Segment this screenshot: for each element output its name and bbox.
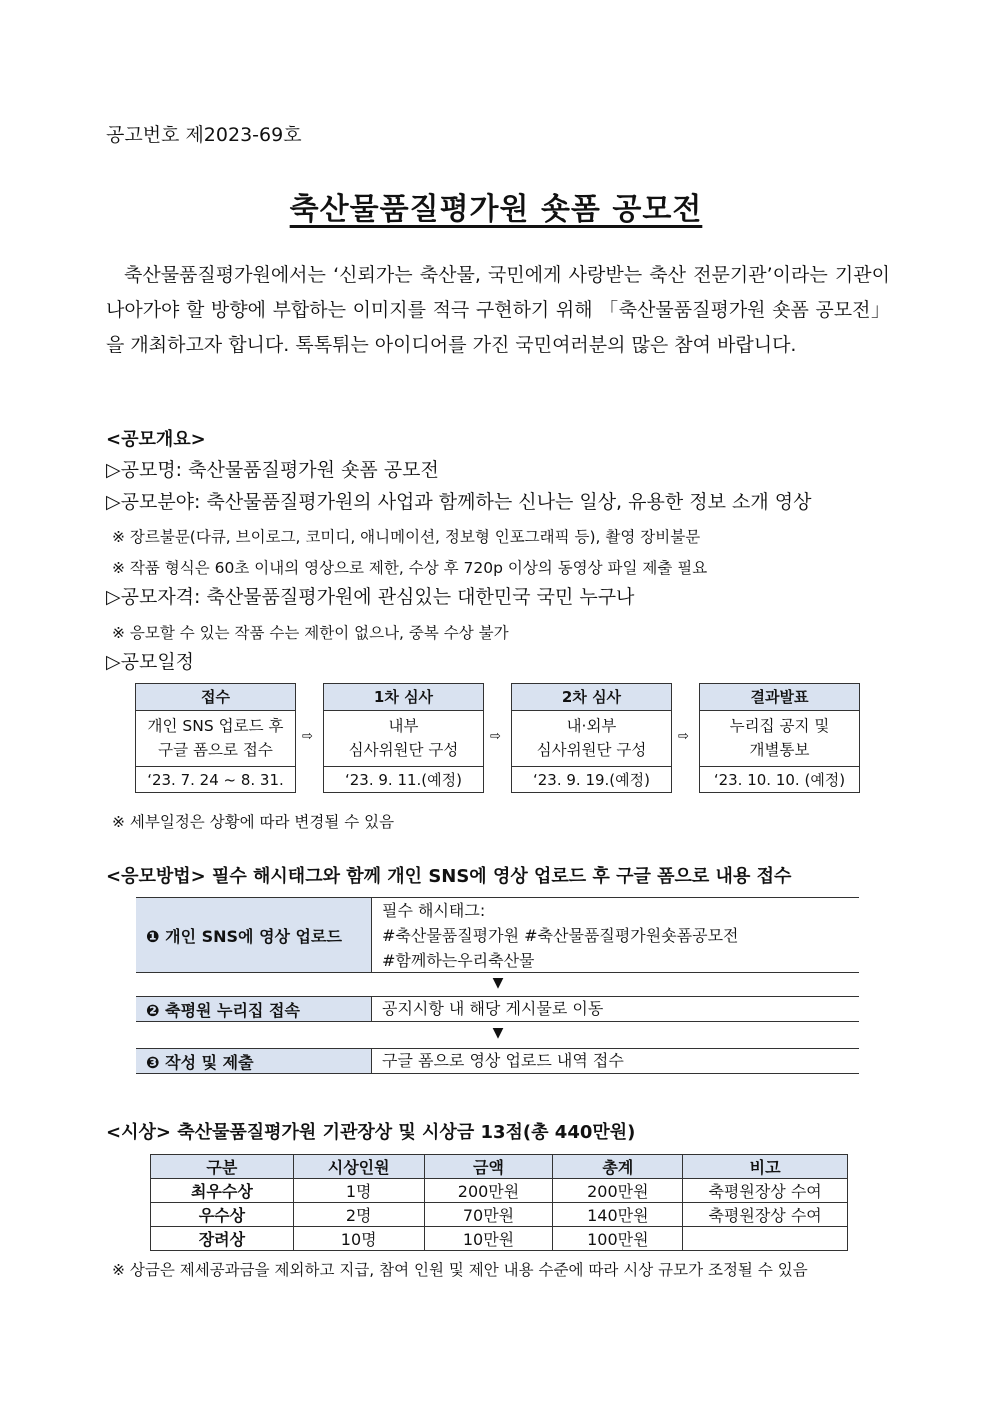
page-title: 축산물품질평가원 숏폼 공모전 bbox=[289, 192, 703, 227]
column-header: 구분 bbox=[151, 1155, 294, 1179]
step1-content bbox=[372, 897, 859, 973]
step2-label: ❷ 축평원 누리집 접속 bbox=[136, 996, 372, 1022]
field-note-genre: ※ 장르불문(다큐, 브이로그, 코미디, 애니메이션, 정보형 인포그래픽 등), 촬영 장비불문 bbox=[112, 528, 701, 546]
right-arrow-icon: ⇨ bbox=[490, 729, 501, 744]
award-amount: 10만원 bbox=[424, 1227, 553, 1251]
award-remark: 축평원장상 수여 bbox=[683, 1179, 848, 1203]
schedule-date: ‘23. 10. 10. (예정) bbox=[713, 771, 846, 789]
schedule-detail-line1: 누리집 공지 및 bbox=[729, 717, 830, 735]
step2-content: 공지시항 내 해당 게시물로 이동 bbox=[372, 996, 859, 1022]
schedule-detail bbox=[136, 711, 295, 767]
award-grade: 최우수상 bbox=[151, 1179, 294, 1203]
award-heading: <시상> 축산물품질평가원 기관장상 및 시상금 13점(총 440만원) bbox=[106, 1122, 636, 1143]
schedule-head: 1차 심사 bbox=[324, 684, 483, 711]
award-amount: 200만원 bbox=[424, 1179, 553, 1203]
column-header: 비고 bbox=[683, 1155, 848, 1179]
award-total: 100만원 bbox=[553, 1227, 683, 1251]
contest-field: ▷공모분야: 축산물품질평가원의 사업과 함께하는 신나는 일상, 유용한 정보 소개 영상 bbox=[106, 491, 812, 513]
column-header: 금액 bbox=[424, 1155, 553, 1179]
award-remark bbox=[683, 1227, 848, 1251]
award-amount: 70만원 bbox=[424, 1203, 553, 1227]
schedule-detail-line2: 심사위원단 구성 bbox=[536, 741, 647, 759]
schedule-date: ‘23. 7. 24 ~ 8. 31. bbox=[147, 771, 284, 789]
schedule-detail-line2: 구글 폼으로 접수 bbox=[158, 741, 273, 759]
schedule-detail bbox=[324, 711, 483, 767]
schedule-detail bbox=[512, 711, 671, 767]
notice-number: 공고번호 제2023-69호 bbox=[106, 124, 302, 146]
award-table bbox=[150, 1154, 848, 1251]
schedule-head: 결과발표 bbox=[700, 684, 859, 711]
award-table-header bbox=[151, 1155, 848, 1179]
contest-name: ▷공모명: 축산물품질평가원 숏폼 공모전 bbox=[106, 459, 439, 481]
schedule-label: ▷공모일정 bbox=[106, 651, 195, 673]
schedule-box-first-review bbox=[323, 683, 484, 793]
step3-content: 구글 폼으로 영상 업로드 내역 접수 bbox=[372, 1048, 859, 1074]
schedule-head: 접수 bbox=[136, 684, 295, 711]
column-header: 시상인원 bbox=[293, 1155, 424, 1179]
step1-label: ❶ 개인 SNS에 영상 업로드 bbox=[136, 897, 372, 973]
schedule-detail-line2: 심사위원단 구성 bbox=[348, 741, 459, 759]
right-arrow-icon: ⇨ bbox=[678, 729, 689, 744]
contest-eligibility: ▷공모자격: 축산물품질평가원에 관심있는 대한민국 국민 누구나 bbox=[106, 586, 635, 608]
right-arrow-icon: ⇨ bbox=[302, 729, 313, 744]
award-count: 2명 bbox=[293, 1203, 424, 1227]
schedule-detail bbox=[700, 711, 859, 767]
down-arrow-icon: ▼ bbox=[492, 975, 504, 991]
award-grade: 장려상 bbox=[151, 1227, 294, 1251]
schedule-detail-line1: 내·외부 bbox=[566, 717, 617, 735]
hashtag-line: #축산물품질평가원 #축산물품질평가원숏폼공모전 bbox=[382, 926, 739, 945]
award-remark: 축평원장상 수여 bbox=[683, 1203, 848, 1227]
field-note-format: ※ 작품 형식은 60초 이내의 영상으로 제한, 수상 후 720p 이상의 동영상 파일 제출 필요 bbox=[112, 559, 708, 577]
column-header: 총계 bbox=[553, 1155, 683, 1179]
award-grade: 우수상 bbox=[151, 1203, 294, 1227]
award-count: 1명 bbox=[293, 1179, 424, 1203]
schedule-detail-line2: 개별통보 bbox=[749, 741, 810, 759]
schedule-head: 2차 심사 bbox=[512, 684, 671, 711]
schedule-note: ※ 세부일정은 상황에 따라 변경될 수 있음 bbox=[112, 813, 395, 831]
schedule-box-result bbox=[699, 683, 860, 793]
schedule-detail-line1: 내부 bbox=[388, 717, 419, 735]
award-total: 200만원 bbox=[553, 1179, 683, 1203]
schedule-box-second-review bbox=[511, 683, 672, 793]
step3-label: ❸ 작성 및 제출 bbox=[136, 1048, 372, 1074]
schedule-detail-line1: 개인 SNS 업로드 후 bbox=[147, 717, 284, 735]
schedule-box-receipt bbox=[135, 683, 296, 793]
down-arrow-icon: ▼ bbox=[492, 1025, 504, 1041]
step1-line: 필수 해시태그: bbox=[382, 901, 486, 920]
hashtag-line: #함께하는우리축산물 bbox=[382, 951, 535, 970]
overview-heading: <공모개요> bbox=[106, 429, 206, 450]
eligibility-note: ※ 응모할 수 있는 작품 수는 제한이 없으나, 중복 수상 불가 bbox=[112, 624, 509, 642]
schedule-date: ‘23. 9. 11.(예정) bbox=[344, 771, 462, 789]
award-note: ※ 상금은 제세공과금을 제외하고 지급, 참여 인원 및 제안 내용 수준에 따라 시상 규모가 조정될 수 있음 bbox=[112, 1261, 808, 1279]
schedule-date: ‘23. 9. 19.(예정) bbox=[532, 771, 650, 789]
award-count: 10명 bbox=[293, 1227, 424, 1251]
intro-paragraph: 축산물품질평가원에서는 ‘신뢰가는 축산물, 국민에게 사랑받는 축산 전문기관’이라는 기관이 나아가야 할 방향에 부합하는 이미지를 적극 구현하기 위해 「축산물품질평가원 숏폼 공모전」을 개최하고자 합니다. 톡톡튀는 아이디어를 가진 국민여러분의 많은 참여 바랍니다. bbox=[106, 264, 890, 356]
method-heading: <응모방법> 필수 해시태그와 함께 개인 SNS에 영상 업로드 후 구글 폼으로 내용 접수 bbox=[106, 866, 792, 887]
table-row bbox=[151, 1179, 848, 1203]
table-row bbox=[151, 1227, 848, 1251]
award-total: 140만원 bbox=[553, 1203, 683, 1227]
table-row bbox=[151, 1203, 848, 1227]
